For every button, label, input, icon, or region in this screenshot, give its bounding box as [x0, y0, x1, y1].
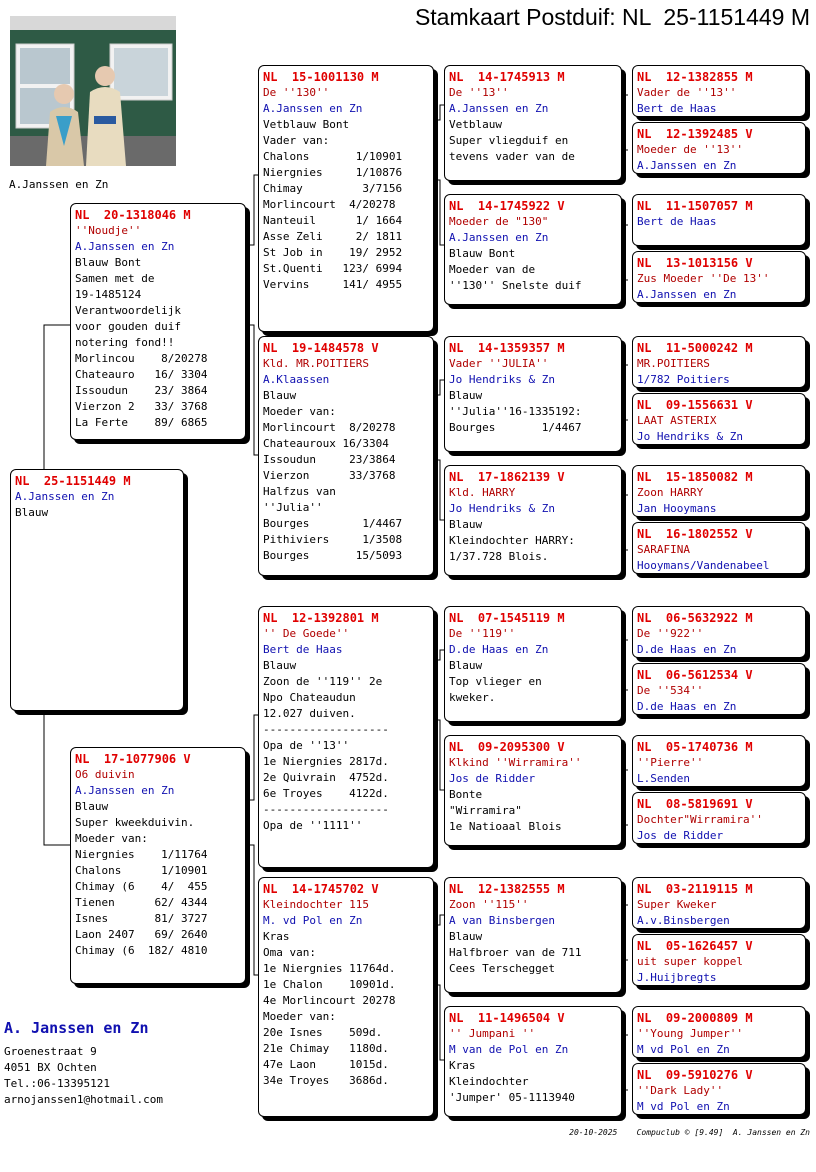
card-line: D.de Haas en Zn	[449, 643, 549, 656]
card-line: De ''922''	[637, 627, 704, 640]
card-line: LAAT ASTERIX	[637, 414, 717, 427]
card-line: 47e Laon 1015d.	[263, 1058, 389, 1071]
ring-number: NL 11-5000242 M	[637, 341, 753, 355]
card-line: Zoon de ''119'' 2e	[263, 675, 383, 688]
card-line: ''Julia''16-1335192:	[449, 405, 582, 418]
card-line: Jan Hooymans	[637, 502, 717, 515]
ring-number: NL 15-1850082 M	[637, 470, 753, 484]
card-line: D.de Haas en Zn	[637, 643, 737, 656]
ring-number: NL 20-1318046 M	[75, 208, 191, 222]
card-line: Vetblauw	[449, 118, 502, 131]
ring-number: NL 25-1151449 M	[15, 474, 131, 488]
ring-number: NL 11-1507057 M	[637, 199, 753, 213]
card-line: Blauw	[449, 930, 483, 943]
pigeon-card-mf[interactable]	[258, 606, 434, 868]
card-line: Blauw	[449, 389, 483, 402]
ring-number: NL 17-1862139 V	[449, 470, 565, 484]
pigeon-card-g7[interactable]	[632, 465, 806, 517]
ring-number: NL 06-5632922 M	[637, 611, 753, 625]
pigeon-card-g13[interactable]	[632, 877, 806, 929]
card-line: Isnes 81/ 3727	[75, 912, 208, 925]
card-line: -------------------	[263, 723, 389, 736]
card-line: St.Quenti 123/ 6994	[263, 262, 403, 275]
card-line: Moeder van de	[449, 263, 536, 276]
card-line: 1e Niergnies 11764d.	[263, 962, 396, 975]
card-line: Tienen 62/ 4344	[75, 896, 208, 909]
pigeon-card-mmf[interactable]	[444, 877, 622, 993]
card-line: 20e Isnes 509d.	[263, 1026, 383, 1039]
card-line: Moeder de "130"	[449, 215, 549, 228]
pigeon-card-g10[interactable]	[632, 663, 806, 715]
card-line: Vervins 141/ 4955	[263, 278, 403, 291]
ring-number: NL 13-1013156 V	[637, 256, 753, 270]
card-line: D.de Haas en Zn	[637, 700, 737, 713]
card-line: Hooymans/Vandenabeel	[637, 559, 770, 572]
card-line: Bourges 15/5093	[263, 549, 403, 562]
card-line: Oma van:	[263, 946, 316, 959]
card-line: Chateauroux 16/3304	[263, 437, 389, 450]
card-line: O6 duivin	[75, 768, 135, 781]
card-line: De ''534''	[637, 684, 704, 697]
card-line: Blauw Bont	[75, 256, 142, 269]
pigeon-card-m[interactable]	[70, 747, 246, 984]
card-line: Zoon HARRY	[637, 486, 704, 499]
card-line: Halfzus van	[263, 485, 336, 498]
pigeon-card-g11[interactable]	[632, 735, 806, 787]
pigeon-card-g14[interactable]	[632, 934, 806, 986]
card-line: Vader ''JULIA''	[449, 357, 549, 370]
card-line: kweker.	[449, 691, 496, 704]
card-line: 1e Niergnies 2817d.	[263, 755, 389, 768]
card-line: Morlincourt 4/20278	[263, 198, 396, 211]
card-line: Top vlieger en	[449, 675, 542, 688]
ring-number: NL 07-1545119 M	[449, 611, 565, 625]
card-line: 19-1485124	[75, 288, 142, 301]
card-line: A.Janssen en Zn	[449, 102, 549, 115]
card-line: Verantwoordelijk	[75, 304, 181, 317]
card-line: Niergnies 1/10876	[263, 166, 403, 179]
card-line: Dochter"Wirramira''	[637, 813, 763, 826]
card-line: A.Janssen en Zn	[637, 288, 737, 301]
card-line: Super Kweker	[637, 898, 717, 911]
card-line: Blauw	[15, 506, 49, 519]
ring-number: NL 12-1382555 M	[449, 882, 565, 896]
breeder-name: A. Janssen en Zn	[4, 1019, 149, 1037]
pigeon-card-fff[interactable]	[444, 65, 622, 181]
card-line: Vierzon 33/3768	[263, 469, 396, 482]
pigeon-card-ff[interactable]	[258, 65, 434, 332]
card-line: Morlincourt 8/20278	[263, 421, 396, 434]
ring-number: NL 08-5819691 V	[637, 797, 753, 811]
card-line: De ''13''	[449, 86, 509, 99]
card-line: 21e Chimay 1180d.	[263, 1042, 389, 1055]
card-line: 1e Chalon 10901d.	[263, 978, 396, 991]
pigeon-card-g15[interactable]	[632, 1006, 806, 1058]
pigeon-card-mmm[interactable]	[444, 1006, 622, 1117]
card-line: SARAFINA	[637, 543, 690, 556]
ring-number: NL 09-5910276 V	[637, 1068, 753, 1082]
credit-line: 20-10-2025 Compuclub © [9.49] A. Janssen en Zn	[569, 1128, 810, 1137]
card-line: Jos de Ridder	[449, 772, 536, 785]
card-line: ''Dark Lady''	[637, 1084, 724, 1097]
owner-caption: A.Janssen en Zn	[9, 178, 109, 191]
card-line: Nanteuil 1/ 1664	[263, 214, 403, 227]
card-line: Samen met de	[75, 272, 155, 285]
ring-number: NL 11-1496504 V	[449, 1011, 565, 1025]
pigeon-card-g8[interactable]	[632, 522, 806, 574]
card-line: St Job in 19/ 2952	[263, 246, 403, 259]
pigeon-card-fmm[interactable]	[444, 465, 622, 576]
ring-number: NL 05-1626457 V	[637, 939, 753, 953]
card-line: Chimay (6 4/ 455	[75, 880, 208, 893]
card-line: Chateauro 16/ 3304	[75, 368, 208, 381]
card-line: Jos de Ridder	[637, 829, 724, 842]
card-line: Zoon ''115''	[449, 898, 529, 911]
card-line: ''Pierre''	[637, 756, 704, 769]
card-line: Vierzon 2 33/ 3768	[75, 400, 208, 413]
card-line: Kras	[263, 930, 290, 943]
card-line: Issoudun 23/3864	[263, 453, 396, 466]
card-line: A.Janssen en Zn	[15, 490, 115, 503]
card-line: Bert de Haas	[637, 102, 717, 115]
card-line: A.Janssen en Zn	[75, 784, 175, 797]
card-line: Super vliegduif en	[449, 134, 569, 147]
card-line: -------------------	[263, 803, 389, 816]
card-line: '' Jumpani ''	[449, 1027, 536, 1040]
ring-number: NL 12-1392485 V	[637, 127, 753, 141]
card-line: A.Janssen en Zn	[637, 159, 737, 172]
card-line: Bonte	[449, 788, 483, 801]
card-line: ''Noudje''	[75, 224, 142, 237]
card-line: Kleindochter 115	[263, 898, 369, 911]
card-line: Zus Moeder ''De 13''	[637, 272, 770, 285]
pigeon-card-fmf[interactable]	[444, 336, 622, 452]
ring-number: NL 09-2000809 M	[637, 1011, 753, 1025]
ring-number: NL 03-2119115 M	[637, 882, 753, 896]
card-line: Moeder de ''13''	[637, 143, 743, 156]
card-line: Pithiviers 1/3508	[263, 533, 403, 546]
card-line: Blauw	[75, 800, 109, 813]
pigeon-card-g6[interactable]	[632, 393, 806, 445]
breeder-city: 4051 BX Ochten	[4, 1061, 97, 1074]
ring-number: NL 09-1556631 V	[637, 398, 753, 412]
card-line: Vetblauw Bont	[263, 118, 350, 131]
card-line: '' De Goede''	[263, 627, 350, 640]
card-line: 1/782 Poitiers	[637, 373, 730, 386]
ring-number: NL 09-2095300 V	[449, 740, 565, 754]
card-line: tevens vader van de	[449, 150, 575, 163]
card-line: Blauw	[449, 659, 483, 672]
card-line: A.Klaassen	[263, 373, 330, 386]
card-line: Moeder van:	[75, 832, 148, 845]
pigeon-card-g12[interactable]	[632, 792, 806, 844]
card-line: A.Janssen en Zn	[449, 231, 549, 244]
card-line: Kld. MR.POITIERS	[263, 357, 369, 370]
pigeon-card-g3[interactable]	[632, 194, 806, 246]
card-line: M vd Pol en Zn	[637, 1043, 730, 1056]
card-line: ''130'' Snelste duif	[449, 279, 582, 292]
breeder-phone: Tel.:06-13395121	[4, 1077, 110, 1090]
ring-number: NL 14-1745702 V	[263, 882, 379, 896]
card-line: Jo Hendriks & Zn	[449, 373, 555, 386]
ring-number: NL 05-1740736 M	[637, 740, 753, 754]
card-line: Npo Chateaudun	[263, 691, 356, 704]
ring-number: NL 14-1745913 M	[449, 70, 565, 84]
card-line: Kld. HARRY	[449, 486, 516, 499]
card-line: ''Julia''	[263, 501, 323, 514]
card-line: Blauw	[263, 389, 297, 402]
pigeon-card-g9[interactable]	[632, 606, 806, 658]
card-line: Jo Hendriks & Zn	[637, 430, 743, 443]
card-line: Vader van:	[263, 134, 330, 147]
card-line: A.Janssen en Zn	[263, 102, 363, 115]
pigeon-card-g1[interactable]	[632, 65, 806, 117]
card-line: J.Huijbregts	[637, 971, 717, 984]
card-line: Jo Hendriks & Zn	[449, 502, 555, 515]
card-line: Halfbroer van de 711	[449, 946, 582, 959]
ring-number: NL 14-1745922 V	[449, 199, 565, 213]
card-line: Moeder van:	[263, 405, 336, 418]
card-line: De ''119''	[449, 627, 516, 640]
pigeon-card-g2[interactable]	[632, 122, 806, 174]
ring-number: NL 16-1802552 V	[637, 527, 753, 541]
ring-number: NL 06-5612534 V	[637, 668, 753, 682]
ring-number: NL 12-1382855 M	[637, 70, 753, 84]
card-line: A.Janssen en Zn	[75, 240, 175, 253]
card-line: Bert de Haas	[637, 215, 717, 228]
ring-number: NL 14-1359357 M	[449, 341, 565, 355]
card-line: 'Jumper' 05-1113940	[449, 1091, 575, 1104]
card-line: 2e Quivrain 4752d.	[263, 771, 389, 784]
card-line: 4e Morlincourt 20278	[263, 994, 396, 1007]
card-line: La Ferte 89/ 6865	[75, 416, 208, 429]
card-line: Chalons 1/10901	[263, 150, 403, 163]
card-line: L.Senden	[637, 772, 690, 785]
pigeon-card-g16[interactable]	[632, 1063, 806, 1115]
card-line: Bert de Haas	[263, 643, 343, 656]
card-line: M van de Pol en Zn	[449, 1043, 569, 1056]
card-line: 6e Troyes 4122d.	[263, 787, 389, 800]
card-line: 1/37.728 Blois.	[449, 550, 549, 563]
card-line: Klkind ''Wirramira''	[449, 756, 582, 769]
breeder-email[interactable]: arnojanssen1@hotmail.com	[4, 1093, 163, 1106]
ring-number: NL 17-1077906 V	[75, 752, 191, 766]
pigeon-card-f[interactable]	[70, 203, 246, 440]
card-line: 12.027 duiven.	[263, 707, 356, 720]
card-line: Moeder van:	[263, 1010, 336, 1023]
card-line: uit super koppel	[637, 955, 743, 968]
pigeon-card-g4[interactable]	[632, 251, 806, 303]
card-line: Laon 2407 69/ 2640	[75, 928, 208, 941]
pigeon-card-mfm[interactable]	[444, 735, 622, 846]
card-line: Cees Terschegget	[449, 962, 555, 975]
card-line: Kleindochter	[449, 1075, 529, 1088]
card-line: De ''130''	[263, 86, 330, 99]
card-line: ''Young Jumper''	[637, 1027, 743, 1040]
card-line: notering fond!!	[75, 336, 175, 349]
card-line: Blauw	[449, 518, 483, 531]
pigeon-card-g5[interactable]	[632, 336, 806, 388]
pigeon-card-fm[interactable]	[258, 336, 434, 576]
card-line: Opa de ''13''	[263, 739, 350, 752]
card-line: Chalons 1/10901	[75, 864, 208, 877]
card-line: A van Binsbergen	[449, 914, 555, 927]
card-line: A.v.Binsbergen	[637, 914, 730, 927]
card-line: Super kweekduivin.	[75, 816, 195, 829]
card-line: M vd Pol en Zn	[637, 1100, 730, 1113]
card-line: Blauw Bont	[449, 247, 516, 260]
card-line: Bourges 1/4467	[449, 421, 582, 434]
breeder-address: Groenestraat 9	[4, 1045, 97, 1058]
ring-number: NL 15-1001130 M	[263, 70, 379, 84]
page-title: Stamkaart Postduif: NL 25-1151449 M	[414, 4, 810, 30]
card-line: Opa de ''1111''	[263, 819, 363, 832]
ring-number: NL 19-1484578 V	[263, 341, 379, 355]
card-line: Niergnies 1/11764	[75, 848, 208, 861]
card-line: Kras	[449, 1059, 476, 1072]
card-line: Bourges 1/4467	[263, 517, 403, 530]
card-line: Asse Zeli 2/ 1811	[263, 230, 403, 243]
card-line: "Wirramira"	[449, 804, 522, 817]
card-line: 34e Troyes 3686d.	[263, 1074, 389, 1087]
card-line: voor gouden duif	[75, 320, 181, 333]
card-line: Kleindochter HARRY:	[449, 534, 575, 547]
ring-number: NL 12-1392801 M	[263, 611, 379, 625]
card-line: Vader de ''13''	[637, 86, 737, 99]
pigeon-card-mff[interactable]	[444, 606, 622, 722]
card-line: Blauw	[263, 659, 297, 672]
pigeon-card-mm[interactable]	[258, 877, 434, 1117]
card-line: Chimay (6 182/ 4810	[75, 944, 208, 957]
card-line: MR.POITIERS	[637, 357, 710, 370]
card-line: M. vd Pol en Zn	[263, 914, 363, 927]
card-line: Morlincou 8/20278	[75, 352, 208, 365]
pigeon-card-ffm[interactable]	[444, 194, 622, 305]
pigeon-card-main[interactable]	[10, 469, 184, 711]
card-line: 1e Natioaal Blois	[449, 820, 562, 833]
card-line: Chimay 3/7156	[263, 182, 403, 195]
card-line: Issoudun 23/ 3864	[75, 384, 208, 397]
